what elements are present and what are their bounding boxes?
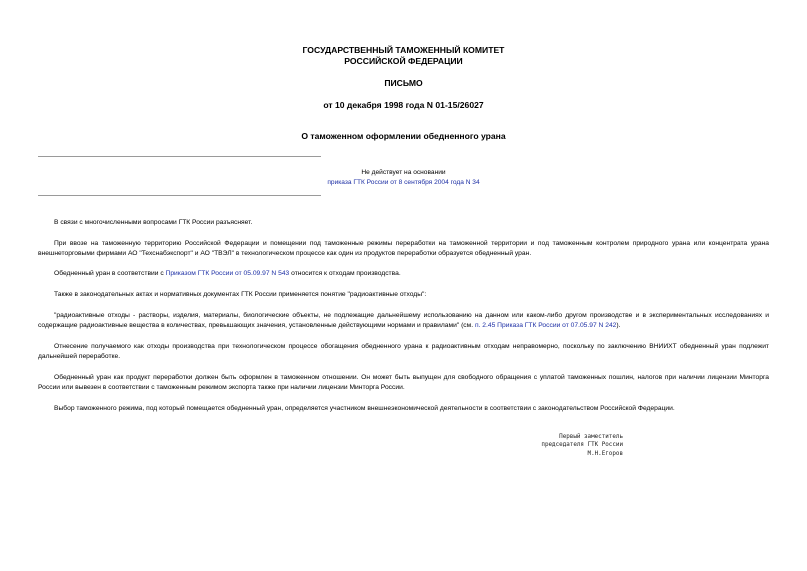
paragraph-2: При ввозе на таможенную территорию Российской Федерации и помещении под таможенные режимы переработки на таможенной территории и под таможенным контролем природного урана или концентрата урана внешнеторговыми фирмами АО "Техснабэкспорт" и АО "ТВЭЛ" в технологическом процессе как один из продуктов переработки образуется обедненный уран. [38, 240, 769, 257]
paragraph-5-text: "радиоактивные отходы - растворы, изделия, материалы, биологические объекты, не подлежащие дальнейшему использованию на данном или каком-либо другом производстве и в экспериментальных исследованиях и содержащие радиоактивные вещества в количествах, превышающих значения, установленные действующими нормами и правилами" (см. [38, 312, 769, 329]
status-note-link[interactable]: приказа ГТК России от 8 сентября 2004 года N 34 [327, 179, 480, 186]
status-note [300, 168, 507, 188]
divider-bottom [38, 195, 321, 196]
signature-block [505, 433, 623, 458]
paragraph-5-tail: ). [616, 322, 621, 329]
order-543-link[interactable]: Приказом ГТК России от 05.09.97 N 543 [165, 270, 290, 277]
document-type: ПИСЬМО [384, 78, 423, 88]
paragraph-8: Выбор таможенного режима, под который помещается обедненный уран, определяется участником внешнеэкономической деятельности в соответствии с законодательством Российской Федерации. [54, 405, 675, 412]
order-242-link[interactable]: п. 2.45 Приказа ГТК России от 07.05.97 N 242 [474, 322, 617, 329]
issuer-line-1: ГОСУДАРСТВЕННЫЙ ТАМОЖЕННЫЙ КОМИТЕТ [302, 45, 505, 55]
paragraph-3-text: Обедненный уран в соответствии с [54, 270, 166, 277]
signature-position: Первый заместитель [559, 434, 623, 440]
divider-top [38, 156, 321, 157]
document-subject: О таможенном оформлении обедненного урана [301, 131, 506, 141]
status-note-text: Не действует на основании [361, 169, 446, 176]
paragraph-4: Также в законодательных актах и нормативных документах ГТК России применяется понятие "радиоактивные отходы": [54, 291, 427, 298]
signature-organization: председателя ГТК России [541, 442, 623, 449]
signature-name: М.Н.Егоров [587, 450, 623, 457]
paragraph-7: Обедненный уран как продукт переработки должен быть оформлен в таможенном отношении. Он может быть выпущен для свободного обращения с уплатой таможенных пошлин, налогов при наличии лицензии Минторга России или вывезен в соответствии с таможенным режимом экспорта также при наличии лицензии Минторга России. [38, 374, 769, 391]
paragraph-6: Отнесение получаемого как отходы производства при технологическом процессе обогащения обедненного урана к радиоактивным отходам неправомерно, поскольку по заключению ВНИИХТ обедненный уран подлежит дальнейшей переработке. [38, 343, 769, 360]
paragraph-3 [38, 269, 769, 279]
document-date-number: от 10 декабря 1998 года N 01-15/26027 [323, 100, 484, 110]
paragraph-1: В связи с многочисленными вопросами ГТК России разъясняет. [54, 219, 253, 226]
paragraph-5 [38, 311, 769, 331]
paragraph-3-tail: относится к отходам производства. [289, 270, 401, 277]
issuer-line-2: РОССИЙСКОЙ ФЕДЕРАЦИИ [344, 56, 463, 66]
